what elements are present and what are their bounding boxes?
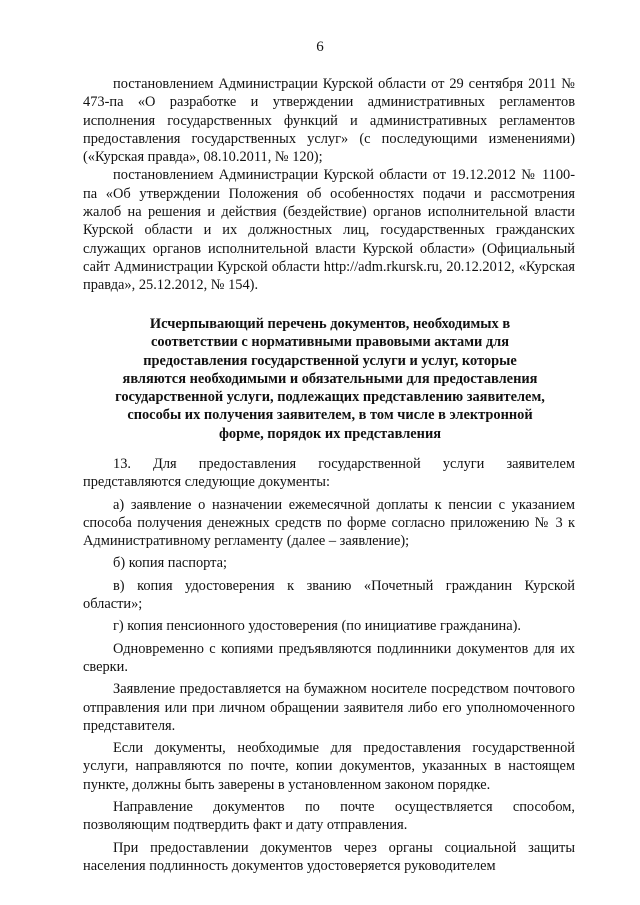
paragraph: Если документы, необходимые для предоставления государственной услуги, направляются по почте, копии документов, указанных в настоящем пункте, должны быть заверены в установленном законом порядке. [83, 740, 575, 793]
list-item: б) копия паспорта; [113, 555, 228, 572]
paragraph: постановлением Администрации Курской области от 19.12.2012 № 1100-па «Об утверждении Положения об особенностях подачи и рассмотрения жалоб на решения и действия (бездействие) органов исполнительной власти Курской области и их должностных лиц, государственных гражданских служащих органов исполнительной власти Курской области» (Официальный сайт Администрации Курской области http://adm.rkursk.ru, 20.12.2012, «Курская правда», 25.12.2012, № 154). [83, 167, 575, 294]
legal-references-block [83, 75, 575, 295]
section-heading: Исчерпывающий перечень документов, необходимых в соответствии с нормативными правовыми актами для предоставления государственной услуги и услуг, которые являются необходимыми и обязательными для предоставления государственной услуги, подлежащих представлению заявителем, способы их получения заявителем, в том числе в электронной форме, порядок их представления [115, 316, 545, 442]
paragraph: Направление документов по почте осуществляется способом, позволяющим подтвердить факт и дату отправления. [83, 799, 575, 834]
paragraph: Заявление предоставляется на бумажном носителе посредством почтового отправления или при личном обращении заявителя либо его уполномоченного представителя. [83, 681, 575, 734]
list-item: а) заявление о назначении ежемесячной доплаты к пенсии с указанием способа получения денежных средств по форме согласно приложению № 3 к Административному регламенту (далее – заявление); [83, 496, 575, 550]
list-item: в) копия удостоверения к званию «Почетный гражданин Курской области»; [83, 577, 575, 613]
paragraph: Одновременно с копиями предъявляются подлинники документов для их сверки. [83, 640, 575, 675]
paragraph: постановлением Администрации Курской области от 29 сентября 2011 № 473-па «О разработке и утверждении административных регламентов исполнения государственных функций и административных регламентов предоставления государственных услуг» (с последующими изменениями) («Курская правда», 08.10.2011, № 120); [83, 76, 575, 166]
page-number: 6 [316, 39, 324, 55]
list-item: г) копия пенсионного удостоверения (по инициативе гражданина). [113, 618, 522, 635]
paragraph: 13. Для предоставления государственной услуги заявителем представляются следующие документы: [83, 456, 575, 491]
documents-list-block [83, 455, 575, 875]
paragraph: При предоставлении документов через органы социальной защиты населения подлинность документов удостоверяется руководителем [83, 839, 575, 874]
